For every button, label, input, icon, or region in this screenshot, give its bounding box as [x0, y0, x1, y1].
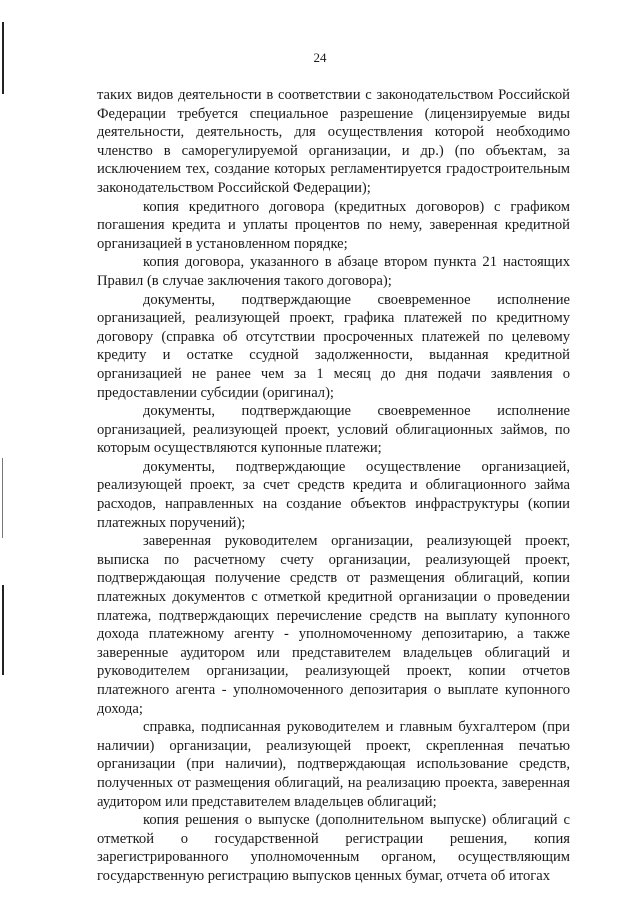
paragraph-continuation: таких видов деятельности в соответствии с законодательством Российской Федерации требуется специальное разрешение (лицензируемые виды деятельности, деятельность, для осуществления которой необходимо членство в саморегулируемой организации, и др.) (по объектам, за исключением тех, создание которых регламентируется градостроительным законодательством Российской Федерации);: [97, 87, 570, 196]
document-body: [97, 86, 570, 886]
paragraph-credit-agreement-copy: копия кредитного договора (кредитных договоров) с графиком погашения кредита и уплаты процентов по нему, заверенная кредитной организацией в установленном порядке;: [97, 198, 570, 252]
paragraph-infrastructure-expenses-docs: документы, подтверждающие осуществление организацией, реализующей проект, за счет средств кредита и облигационного займа расходов, направленных на создание объектов инфраструктуры (копии платежных поручений);: [97, 458, 570, 531]
margin-bar-lower: [2, 585, 4, 675]
paragraph-bond-terms-docs: документы, подтверждающие своевременное исполнение организацией, реализующей проект, условий облигационных займов, по которым осуществляются купонные платежи;: [97, 403, 570, 457]
margin-bar-middle: [2, 458, 3, 538]
paragraph-bank-statement: заверенная руководителем организации, реализующей проект, выписка по расчетному счету организации, реализующей проект, подтверждающая получение средств от размещения облигаций, копии платежных документов с отметкой кредитной организации о проведении платежа, подтверждающих перечисление средств на выплату купонного дохода платежному агенту - уполномоченному депозитарию, а также заверенные аудитором или представителем владельцев облигаций и руководителем организации, реализующей проект, копии отчетов платежного агента - уполномоченного депозитария о выплате купонного дохода;: [97, 533, 570, 717]
paragraph-contract-copy: копия договора, указанного в абзаце втором пункта 21 настоящих Правил (в случае заключения такого договора);: [97, 254, 570, 289]
paragraph-funds-usage-certificate: справка, подписанная руководителем и главным бухгалтером (при наличии) организации, реализующей проект, скрепленная печатью организации (при наличии), подтверждающая использование средств, полученных от размещения облигаций, на реализацию проекта, заверенная аудитором или представителем владельцев облигаций;: [97, 719, 570, 810]
margin-bar-top: [2, 22, 4, 94]
paragraph-bond-issue-decision: копия решения о выпуске (дополнительном выпуске) облигаций с отметкой о государственной регистрации решения, копия зарегистрированного уполномоченным органом, осуществляющим государственную регистрацию выпусков ценных бумаг, отчета об итогах: [97, 812, 570, 884]
page-number: 24: [313, 50, 327, 65]
paragraph-payment-schedule-docs: документы, подтверждающие своевременное исполнение организацией, реализующей проект, графика платежей по кредитному договору (справка об отсутствии просроченных платежей по целевому кредиту и остатке ссудной задолженности, выданная кредитной организацией не ранее чем за 1 месяц до дня подачи заявления о предоставлении субсидии (оригинал);: [97, 291, 570, 401]
